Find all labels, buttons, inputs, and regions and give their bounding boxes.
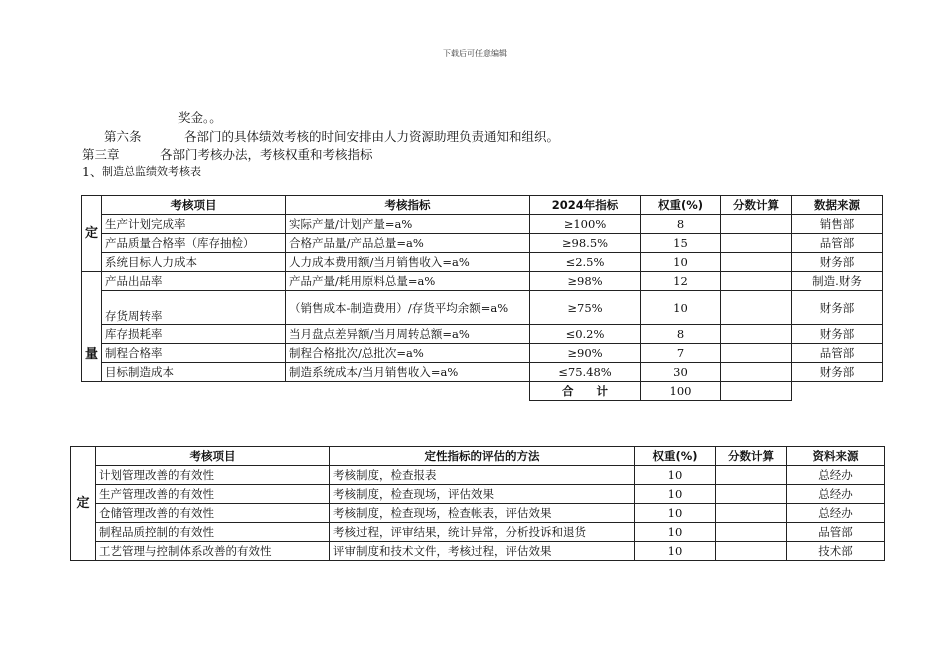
cell-indicator: 制程合格批次/总批次=a% bbox=[286, 344, 530, 363]
cell-item: 目标制造成本 bbox=[102, 363, 286, 382]
header-method: 定性指标的评估的方法 bbox=[330, 447, 635, 466]
cell-indicator: （销售成本-制造费用）/存货平均余额=a% bbox=[286, 291, 530, 325]
cell-score[interactable] bbox=[721, 272, 792, 291]
cell-score[interactable] bbox=[716, 523, 787, 542]
table-row bbox=[82, 363, 883, 382]
cell-item: 产品质量合格率（库存抽检） bbox=[102, 234, 286, 253]
cell-source: 总经办 bbox=[787, 485, 885, 504]
table-row bbox=[71, 542, 885, 561]
total-score[interactable] bbox=[721, 382, 792, 401]
cell-weight: 7 bbox=[641, 344, 721, 363]
header-indicator: 考核指标 bbox=[286, 196, 530, 215]
header-item: 考核项目 bbox=[102, 196, 286, 215]
cell-target: ≥98% bbox=[530, 272, 641, 291]
total-label: 合 计 bbox=[530, 382, 641, 401]
cell-score[interactable] bbox=[721, 325, 792, 344]
header-source: 数据来源 bbox=[792, 196, 883, 215]
cell-weight: 10 bbox=[641, 253, 721, 272]
table-row bbox=[82, 325, 883, 344]
cell-score[interactable] bbox=[721, 363, 792, 382]
cell-weight: 15 bbox=[641, 234, 721, 253]
cell-target: ≤75.48% bbox=[530, 363, 641, 382]
table-row bbox=[71, 485, 885, 504]
qualitative-kpi-table bbox=[70, 446, 885, 561]
cell-weight: 30 bbox=[641, 363, 721, 382]
cell-item: 生产计划完成率 bbox=[102, 215, 286, 234]
cell-method: 考核制度，检查现场，评估效果 bbox=[330, 485, 635, 504]
cell-source: 品管部 bbox=[792, 234, 883, 253]
cell-source: 品管部 bbox=[787, 523, 885, 542]
cell-score[interactable] bbox=[721, 234, 792, 253]
cell-method: 评审制度和技术文件，考核过程，评估效果 bbox=[330, 542, 635, 561]
cell-target: ≤0.2% bbox=[530, 325, 641, 344]
cell-weight: 10 bbox=[635, 466, 716, 485]
cell-item: 制程合格率 bbox=[102, 344, 286, 363]
cell-item: 存货周转率 bbox=[102, 291, 286, 325]
chapter-number: 第三章 bbox=[82, 147, 120, 162]
side-label-bottom: 量 bbox=[82, 272, 102, 382]
cell-weight: 10 bbox=[635, 485, 716, 504]
cell-item: 生产管理改善的有效性 bbox=[96, 485, 330, 504]
cell-weight: 10 bbox=[635, 504, 716, 523]
cell-source: 总经办 bbox=[787, 504, 885, 523]
cell-source: 品管部 bbox=[792, 344, 883, 363]
cell-weight: 12 bbox=[641, 272, 721, 291]
total-row bbox=[82, 382, 883, 401]
cell-indicator: 制造系统成本/当月销售收入=a% bbox=[286, 363, 530, 382]
cell-indicator: 当月盘点差异额/当月周转总额=a% bbox=[286, 325, 530, 344]
total-spacer bbox=[82, 382, 530, 401]
table-row bbox=[71, 504, 885, 523]
total-weight: 100 bbox=[641, 382, 721, 401]
article-text: 各部门的具体绩效考核的时间安排由人力资源助理负责通知和组织。 bbox=[184, 129, 560, 144]
cell-item: 计划管理改善的有效性 bbox=[96, 466, 330, 485]
header-score: 分数计算 bbox=[716, 447, 787, 466]
cell-source: 财务部 bbox=[792, 253, 883, 272]
paragraph-bonus: 奖金。。 bbox=[178, 110, 222, 125]
cell-score[interactable] bbox=[716, 485, 787, 504]
cell-source: 总经办 bbox=[787, 466, 885, 485]
cell-method: 考核制度，检查报表 bbox=[330, 466, 635, 485]
header-weight: 权重(%) bbox=[641, 196, 721, 215]
cell-item: 库存损耗率 bbox=[102, 325, 286, 344]
table-row bbox=[82, 215, 883, 234]
cell-indicator: 人力成本费用额/当月销售收入=a% bbox=[286, 253, 530, 272]
cell-source: 财务部 bbox=[792, 363, 883, 382]
cell-source: 销售部 bbox=[792, 215, 883, 234]
table-row bbox=[82, 344, 883, 363]
cell-item: 工艺管理与控制体系改善的有效性 bbox=[96, 542, 330, 561]
cell-score[interactable] bbox=[716, 504, 787, 523]
header-weight: 权重(%) bbox=[635, 447, 716, 466]
cell-target: ≤2.5% bbox=[530, 253, 641, 272]
cell-target: ≥100% bbox=[530, 215, 641, 234]
cell-item: 产品出品率 bbox=[102, 272, 286, 291]
cell-score[interactable] bbox=[721, 291, 792, 325]
cell-method: 考核制度，检查现场，检查帐表，评估效果 bbox=[330, 504, 635, 523]
cell-target: ≥90% bbox=[530, 344, 641, 363]
cell-weight: 8 bbox=[641, 325, 721, 344]
total-spacer-right bbox=[792, 382, 883, 401]
chapter-text: 各部门考核办法，考核权重和考核指标 bbox=[160, 147, 373, 162]
cell-weight: 10 bbox=[635, 523, 716, 542]
table-row bbox=[82, 272, 883, 291]
cell-indicator: 产品产量/耗用原料总量=a% bbox=[286, 272, 530, 291]
cell-weight: 8 bbox=[641, 215, 721, 234]
header-note: 下载后可任意编辑 bbox=[443, 49, 507, 58]
cell-indicator: 实际产量/计划产量=a% bbox=[286, 215, 530, 234]
table-header-row bbox=[71, 447, 885, 466]
table-row bbox=[82, 291, 883, 325]
section-number: 1、 bbox=[82, 164, 103, 179]
header-item: 考核项目 bbox=[96, 447, 330, 466]
cell-indicator: 合格产品量/产品总量=a% bbox=[286, 234, 530, 253]
cell-method: 考核过程，评审结果，统计异常，分析投诉和退货 bbox=[330, 523, 635, 542]
cell-source: 财务部 bbox=[792, 291, 883, 325]
cell-weight: 10 bbox=[635, 542, 716, 561]
cell-target: ≥75% bbox=[530, 291, 641, 325]
cell-item: 制程品质控制的有效性 bbox=[96, 523, 330, 542]
cell-target: ≥98.5% bbox=[530, 234, 641, 253]
section-title: 制造总监绩效考核表 bbox=[102, 165, 201, 178]
side-label: 定 bbox=[71, 447, 96, 561]
article-number: 第六条 bbox=[104, 129, 142, 144]
table-row bbox=[82, 234, 883, 253]
header-source: 资料来源 bbox=[787, 447, 885, 466]
cell-item: 系统目标人力成本 bbox=[102, 253, 286, 272]
cell-score[interactable] bbox=[716, 542, 787, 561]
cell-score[interactable] bbox=[721, 215, 792, 234]
table-row bbox=[71, 466, 885, 485]
header-target: 2024年指标 bbox=[530, 196, 641, 215]
cell-item: 仓储管理改善的有效性 bbox=[96, 504, 330, 523]
cell-weight: 10 bbox=[641, 291, 721, 325]
cell-source: 制造.财务 bbox=[792, 272, 883, 291]
table-row bbox=[71, 523, 885, 542]
cell-source: 财务部 bbox=[792, 325, 883, 344]
table-header-row bbox=[82, 196, 883, 215]
table-row bbox=[82, 253, 883, 272]
quantitative-kpi-table bbox=[81, 195, 883, 401]
cell-source: 技术部 bbox=[787, 542, 885, 561]
cell-score[interactable] bbox=[716, 466, 787, 485]
cell-score[interactable] bbox=[721, 253, 792, 272]
header-score: 分数计算 bbox=[721, 196, 792, 215]
side-label-top: 定 bbox=[82, 196, 102, 272]
cell-score[interactable] bbox=[721, 344, 792, 363]
